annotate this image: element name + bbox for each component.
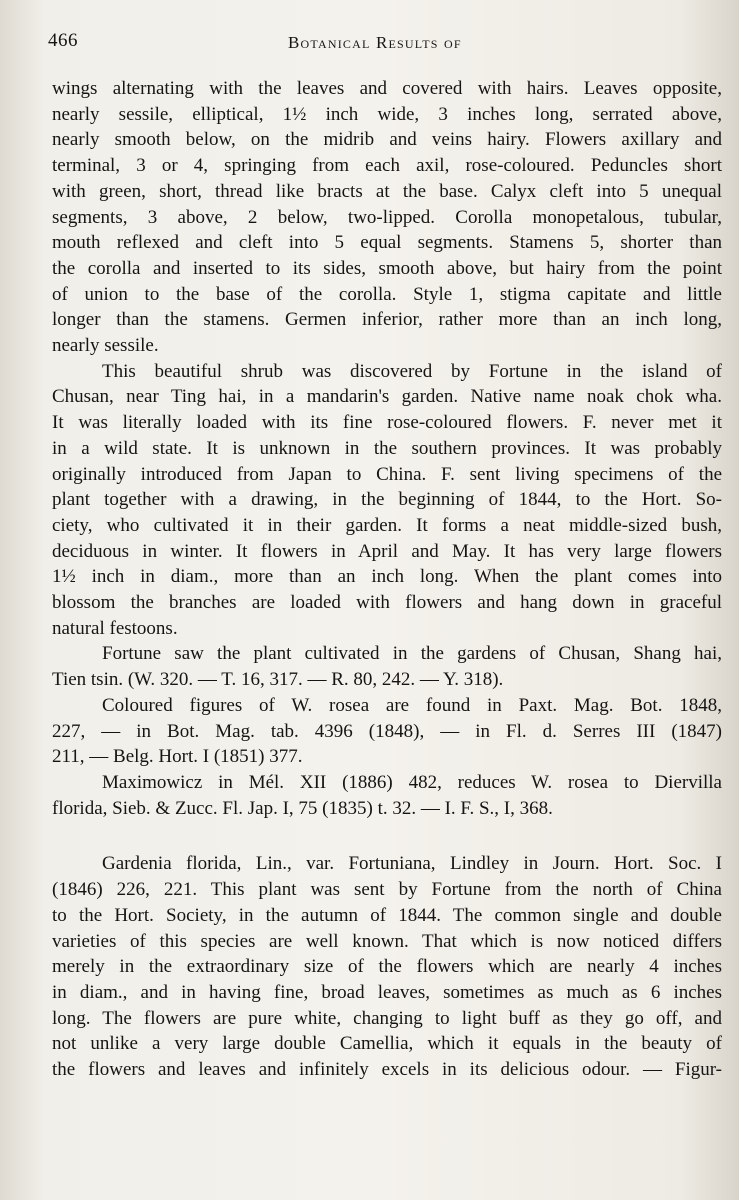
text-line: deciduous in winter. It flowers in April and May. It has very large flowers [52,540,722,562]
text-line: with green, short, thread like bracts at the base. Calyx cleft into 5 unequal [52,180,722,202]
text-line: to the Hort. Society, in the autumn of 1844. The common single and double [52,904,722,926]
text-line: not unlike a very large double Camellia, which it equals in the beauty of [52,1033,722,1055]
text-line: Coloured figures of W. rosea are found in Paxt. Mag. Bot. 1848, [102,694,722,716]
text-line: florida, Sieb. & Zucc. Fl. Jap. I, 75 (1835) t. 32. — I. F. S., I, 368. [52,797,553,819]
text-line: Chusan, near Ting hai, in a mandarin's garden. Native name noak chok wha. [52,386,722,408]
text-line: of union to the base of the corolla. Style 1, stigma capitate and little [52,283,722,305]
text-line: 1½ inch in diam., more than an inch long. When the plant comes into [52,566,722,588]
text-line: It was literally loaded with its fine rose-coloured flowers. F. never met it [52,412,722,434]
text-line: Fortune saw the plant cultivated in the gardens of Chusan, Shang hai, [102,643,722,665]
text-line: nearly smooth below, on the midrib and veins hairy. Flowers axillary and [52,129,722,151]
text-line: Gardenia florida, Lin., var. Fortuniana, Lindley in Journ. Hort. Soc. I [102,853,722,875]
text-line: wings alternating with the leaves and covered with hairs. Leaves opposite, [52,78,722,99]
body-text [52,76,722,1083]
text-line: Tien tsin. (W. 320. — T. 16, 317. — R. 80, 242. — Y. 318). [52,669,504,691]
text-line: varieties of this species are well known. That which is now noticed differs [52,930,722,952]
text-line: natural festoons. [52,617,178,639]
text-line: plant together with a drawing, in the beginning of 1844, to the Hort. So- [52,489,722,511]
text-line: 211, — Belg. Hort. I (1851) 377. [52,746,303,768]
text-line: nearly sessile. [52,335,159,357]
running-head: Botanical Results of [288,33,462,52]
text-line: 227, — in Bot. Mag. tab. 4396 (1848), — in Fl. d. Serres III (1847) [52,720,722,742]
text-line: nearly sessile, elliptical, 1½ inch wide, 3 inches long, serrated above, [52,103,722,125]
page-number: 466 [48,30,78,51]
text-line: This beautiful shrub was discovered by Fortune in the island of [102,360,722,382]
text-line: long. The flowers are pure white, changing to light buff as they go off, and [52,1007,722,1029]
text-line: longer than the stamens. Germen inferior, rather more than an inch long, [52,309,722,331]
text-line: the flowers and leaves and infinitely excels in its delicious odour. — Figur- [52,1059,722,1081]
page-header [48,30,691,54]
text-line: merely in the extraordinary size of the flowers which are nearly 4 inches [52,956,722,978]
text-line: Maximowicz in Mél. XII (1886) 482, reduces W. rosea to Diervilla [102,771,722,793]
text-line: in diam., and in having fine, broad leaves, sometimes as much as 6 inches [52,981,722,1003]
text-line: terminal, 3 or 4, springing from each axil, rose-coloured. Peduncles short [52,155,722,177]
text-line: in a wild state. It is unknown in the southern provinces. It was probably [52,437,722,459]
text-line: segments, 3 above, 2 below, two-lipped. Corolla monopetalous, tubular, [52,206,722,228]
section-gap [52,821,722,851]
text-line: blossom the branches are loaded with flowers and hang down in graceful [52,592,722,614]
text-line: the corolla and inserted to its sides, smooth above, but hairy from the point [52,257,722,279]
text-line: ciety, who cultivated it in their garden. It forms a neat middle-sized bush, [52,514,722,536]
text-line: originally introduced from Japan to China. F. sent living specimens of the [52,463,722,485]
text-line: (1846) 226, 221. This plant was sent by Fortune from the north of China [52,879,722,901]
text-line: mouth reflexed and cleft into 5 equal segments. Stamens 5, shorter than [52,232,722,254]
